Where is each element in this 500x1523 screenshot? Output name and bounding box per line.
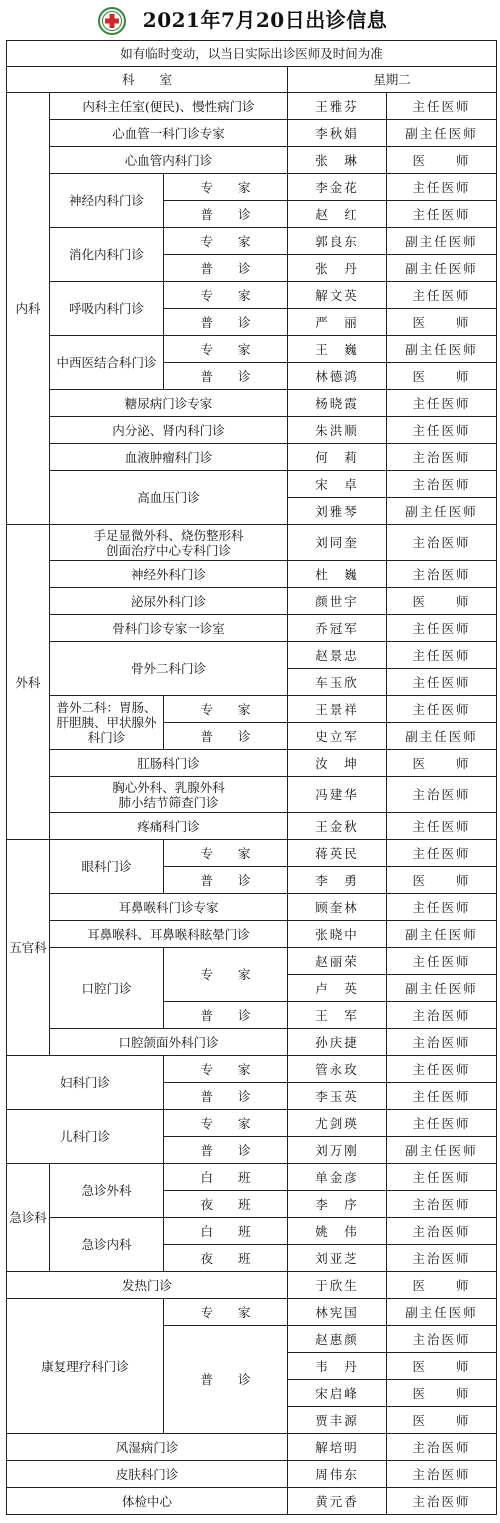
- visit-type: 白 班: [164, 1218, 288, 1245]
- doctor-name: 管永玫: [288, 1056, 387, 1083]
- table-row: [7, 1056, 497, 1083]
- notice-row: [7, 41, 497, 67]
- doctor-title: 主任医师: [387, 174, 497, 201]
- dept-name: 口腔门诊: [50, 948, 164, 1029]
- doctor-title: 医 师: [387, 1272, 497, 1299]
- doctor-name: 张晓中: [288, 921, 387, 948]
- table-row: [7, 813, 497, 840]
- doctor-name: 解文英: [288, 282, 387, 309]
- visit-type: 专 家: [164, 1110, 288, 1137]
- dept-name: 骨科门诊专家一诊室: [50, 615, 288, 642]
- table-row: [7, 1029, 497, 1056]
- dept-name: 心血管内科门诊: [50, 147, 288, 174]
- table-row: [7, 948, 497, 975]
- table-row: [7, 1218, 497, 1245]
- visit-type: 专 家: [164, 336, 288, 363]
- table-row: [7, 525, 497, 561]
- doctor-title: 主任医师: [387, 201, 497, 228]
- dept-name: 疼痛科门诊: [50, 813, 288, 840]
- table-row: [7, 336, 497, 363]
- visit-type: 普 诊: [164, 1083, 288, 1110]
- doctor-name: 车玉欣: [288, 669, 387, 696]
- header-day: 星期二: [288, 67, 497, 93]
- dept-name: 手足显微外科、烧伤整形科 创面治疗中心专科门诊: [50, 525, 288, 561]
- doctor-title: 医 师: [387, 867, 497, 894]
- visit-type: 普 诊: [164, 363, 288, 390]
- doctor-name: 王 军: [288, 1002, 387, 1029]
- doctor-name: 乔冠军: [288, 615, 387, 642]
- visit-type: 夜 班: [164, 1191, 288, 1218]
- table-header-row: [7, 67, 497, 93]
- doctor-name: 刘亚芝: [288, 1245, 387, 1272]
- doctor-title: 医 师: [387, 588, 497, 615]
- doctor-title: 医 师: [387, 750, 497, 777]
- header-dept: 科 室: [7, 67, 288, 93]
- visit-type: 专 家: [164, 696, 288, 723]
- dept-name: 血液肿瘤科门诊: [50, 444, 288, 471]
- dept-name: 体检中心: [7, 1488, 288, 1515]
- visit-type: 普 诊: [164, 1137, 288, 1164]
- doctor-title: 主任医师: [387, 1056, 497, 1083]
- dept-name: 高血压门诊: [50, 471, 288, 525]
- table-row: [7, 696, 497, 723]
- doctor-title: 主任医师: [387, 1083, 497, 1110]
- doctor-title: 主治医师: [387, 777, 497, 813]
- doctor-title: 主治医师: [387, 1461, 497, 1488]
- doctor-title: 主任医师: [387, 840, 497, 867]
- doctor-title: 主任医师: [387, 390, 497, 417]
- dept-name: 急诊内科: [50, 1218, 164, 1272]
- doctor-name: 颜世宇: [288, 588, 387, 615]
- dept-name: 内科主任室(便民)、慢性病门诊: [50, 93, 288, 120]
- doctor-title: 主任医师: [387, 93, 497, 120]
- doctor-title: 副主任医师: [387, 1137, 497, 1164]
- doctor-name: 尤剑瑛: [288, 1110, 387, 1137]
- doctor-name: 卢 英: [288, 975, 387, 1002]
- dept-name: 消化内科门诊: [50, 228, 164, 282]
- doctor-name: 刘雅琴: [288, 498, 387, 525]
- doctor-name: 史立军: [288, 723, 387, 750]
- visit-type: 普 诊: [164, 1002, 288, 1029]
- visit-type: 普 诊: [164, 201, 288, 228]
- category-wuguan: 五官科: [7, 840, 50, 1056]
- doctor-title: 主任医师: [387, 417, 497, 444]
- dept-name: 耳鼻喉科、耳鼻喉科眩晕门诊: [50, 921, 288, 948]
- doctor-name: 宋 卓: [288, 471, 387, 498]
- doctor-name: 王金秋: [288, 813, 387, 840]
- doctor-name: 单金彦: [288, 1164, 387, 1191]
- doctor-title: 主治医师: [387, 1245, 497, 1272]
- visit-type: 专 家: [164, 1056, 288, 1083]
- doctor-title: 主任医师: [387, 669, 497, 696]
- doctor-title: 医 师: [387, 1407, 497, 1434]
- doctor-name: 姚 伟: [288, 1218, 387, 1245]
- dept-name: 心血管一科门诊专家: [50, 120, 288, 147]
- dept-name: 儿科门诊: [7, 1110, 164, 1164]
- dept-name: 泌尿外科门诊: [50, 588, 288, 615]
- doctor-title: 主任医师: [387, 813, 497, 840]
- visit-type: 专 家: [164, 174, 288, 201]
- doctor-name: 黄元香: [288, 1488, 387, 1515]
- doctor-name: 刘同奎: [288, 525, 387, 561]
- doctor-name: 李 序: [288, 1191, 387, 1218]
- doctor-title: 主治医师: [387, 1218, 497, 1245]
- doctor-name: 王景祥: [288, 696, 387, 723]
- table-row: [7, 1461, 497, 1488]
- dept-name: 神经外科门诊: [50, 561, 288, 588]
- dept-name: 眼科门诊: [50, 840, 164, 894]
- doctor-title: 医 师: [387, 147, 497, 174]
- doctor-name: 林德鸿: [288, 363, 387, 390]
- visit-type: 专 家: [164, 840, 288, 867]
- doctor-title: 主任医师: [387, 282, 497, 309]
- doctor-title: 主治医师: [387, 471, 497, 498]
- doctor-name: 贾丰源: [288, 1407, 387, 1434]
- dept-name: 康复理疗科门诊: [7, 1299, 164, 1434]
- table-row: [7, 93, 497, 120]
- doctor-title: 主治医师: [387, 561, 497, 588]
- doctor-title: 副主任医师: [387, 498, 497, 525]
- table-row: [7, 147, 497, 174]
- visit-type: 专 家: [164, 1299, 288, 1326]
- doctor-title: 医 师: [387, 363, 497, 390]
- visit-type: 专 家: [164, 948, 288, 1002]
- table-row: [7, 561, 497, 588]
- doctor-name: 赵 红: [288, 201, 387, 228]
- hospital-emblem-icon: [97, 6, 127, 36]
- doctor-name: 杨晓霞: [288, 390, 387, 417]
- doctor-title: 主任医师: [387, 696, 497, 723]
- table-row: [7, 894, 497, 921]
- doctor-title: 副主任医师: [387, 228, 497, 255]
- table-row: [7, 588, 497, 615]
- doctor-name: 张 丹: [288, 255, 387, 282]
- table-row: [7, 1488, 497, 1515]
- table-row: [7, 777, 497, 813]
- doctor-name: 李 勇: [288, 867, 387, 894]
- doctor-title: 主治医师: [387, 1434, 497, 1461]
- doctor-name: 李秋娟: [288, 120, 387, 147]
- table-row: [7, 615, 497, 642]
- doctor-name: 韦 丹: [288, 1353, 387, 1380]
- doctor-name: 周伟东: [288, 1461, 387, 1488]
- doctor-title: 主任医师: [387, 948, 497, 975]
- dept-name: 中西医结合科门诊: [50, 336, 164, 390]
- doctor-name: 解培明: [288, 1434, 387, 1461]
- dept-name: 骨外二科门诊: [50, 642, 288, 696]
- table-row: [7, 921, 497, 948]
- doctor-name: 李玉英: [288, 1083, 387, 1110]
- category-waike: 外科: [7, 525, 50, 840]
- doctor-title: 医 师: [387, 1353, 497, 1380]
- doctor-title: 医 师: [387, 309, 497, 336]
- dept-name: 肛肠科门诊: [50, 750, 288, 777]
- doctor-name: 冯建华: [288, 777, 387, 813]
- dept-name: 普外二科：胃肠、 肝胆胰、甲状腺外 科门诊: [50, 696, 164, 750]
- visit-type: 普 诊: [164, 255, 288, 282]
- doctor-title: 副主任医师: [387, 1299, 497, 1326]
- dept-name: 内分泌、肾内科门诊: [50, 417, 288, 444]
- table-row: [7, 1434, 497, 1461]
- dept-name: 口腔颌面外科门诊: [50, 1029, 288, 1056]
- dept-name: 妇科门诊: [7, 1056, 164, 1110]
- table-row: [7, 228, 497, 255]
- dept-name: 风湿病门诊: [7, 1434, 288, 1461]
- doctor-name: 于欣生: [288, 1272, 387, 1299]
- doctor-name: 汝 坤: [288, 750, 387, 777]
- doctor-name: 顾奎林: [288, 894, 387, 921]
- dept-name: 皮肤科门诊: [7, 1461, 288, 1488]
- doctor-name: 严 丽: [288, 309, 387, 336]
- dept-name: 发热门诊: [7, 1272, 288, 1299]
- dept-name: 神经内科门诊: [50, 174, 164, 228]
- doctor-title: 主任医师: [387, 1110, 497, 1137]
- table-row: [7, 840, 497, 867]
- table-row: [7, 750, 497, 777]
- dept-name: 糖尿病门诊专家: [50, 390, 288, 417]
- visit-type: 普 诊: [164, 723, 288, 750]
- doctor-title: 医 师: [387, 1380, 497, 1407]
- doctor-title: 主任医师: [387, 1164, 497, 1191]
- doctor-name: 杜 巍: [288, 561, 387, 588]
- table-row: [7, 417, 497, 444]
- table-row: [7, 444, 497, 471]
- visit-type: 专 家: [164, 282, 288, 309]
- table-row: [7, 390, 497, 417]
- doctor-title: 副主任医师: [387, 336, 497, 363]
- doctor-title: 主治医师: [387, 1002, 497, 1029]
- doctor-name: 郭良东: [288, 228, 387, 255]
- dept-name: 呼吸内科门诊: [50, 282, 164, 336]
- table-row: [7, 471, 497, 498]
- page-header: [0, 0, 500, 40]
- doctor-name: 蒋英民: [288, 840, 387, 867]
- doctor-title: 主任医师: [387, 642, 497, 669]
- doctor-title: 主治医师: [387, 525, 497, 561]
- category-neike: 内科: [7, 93, 50, 525]
- doctor-title: 主治医师: [387, 1029, 497, 1056]
- visit-type: 专 家: [164, 228, 288, 255]
- doctor-title: 主治医师: [387, 1191, 497, 1218]
- visit-type: 白 班: [164, 1164, 288, 1191]
- doctor-name: 孙庆捷: [288, 1029, 387, 1056]
- table-row: [7, 174, 497, 201]
- doctor-title: 主任医师: [387, 894, 497, 921]
- visit-type: 普 诊: [164, 867, 288, 894]
- visit-type: 普 诊: [164, 1326, 288, 1434]
- doctor-name: 赵景忠: [288, 642, 387, 669]
- doctor-title: 主治医师: [387, 444, 497, 471]
- dept-name: 胸心外科、乳腺外科 肺小结节筛查门诊: [50, 777, 288, 813]
- dept-name: 耳鼻喉科门诊专家: [50, 894, 288, 921]
- table-row: [7, 282, 497, 309]
- doctor-name: 何 莉: [288, 444, 387, 471]
- schedule-table: [6, 40, 497, 1515]
- doctor-title: 副主任医师: [387, 975, 497, 1002]
- table-row: [7, 120, 497, 147]
- visit-type: 夜 班: [164, 1245, 288, 1272]
- table-row: [7, 1299, 497, 1326]
- doctor-title: 副主任医师: [387, 120, 497, 147]
- table-row: [7, 1164, 497, 1191]
- doctor-name: 赵丽荣: [288, 948, 387, 975]
- notice-text: 如有临时变动，以当日实际出诊医师及时间为准: [7, 41, 497, 67]
- doctor-title: 主治医师: [387, 1488, 497, 1515]
- doctor-name: 王 巍: [288, 336, 387, 363]
- doctor-name: 宋启峰: [288, 1380, 387, 1407]
- doctor-name: 赵惠颜: [288, 1326, 387, 1353]
- table-row: [7, 1272, 497, 1299]
- doctor-name: 刘万刚: [288, 1137, 387, 1164]
- doctor-title: 副主任医师: [387, 921, 497, 948]
- category-jizhen: 急诊科: [7, 1164, 50, 1272]
- doctor-name: 李金花: [288, 174, 387, 201]
- visit-type: 普 诊: [164, 309, 288, 336]
- doctor-title: 主任医师: [387, 615, 497, 642]
- doctor-name: 王雅芬: [288, 93, 387, 120]
- doctor-title: 副主任医师: [387, 723, 497, 750]
- doctor-name: 张 琳: [288, 147, 387, 174]
- table-row: [7, 1110, 497, 1137]
- doctor-name: 朱洪顺: [288, 417, 387, 444]
- doctor-title: 主治医师: [387, 1326, 497, 1353]
- doctor-name: 林宪国: [288, 1299, 387, 1326]
- doctor-title: 副主任医师: [387, 255, 497, 282]
- dept-name: 急诊外科: [50, 1164, 164, 1218]
- table-row: [7, 642, 497, 669]
- page-title: 2021年7月20日出诊信息: [142, 8, 388, 32]
